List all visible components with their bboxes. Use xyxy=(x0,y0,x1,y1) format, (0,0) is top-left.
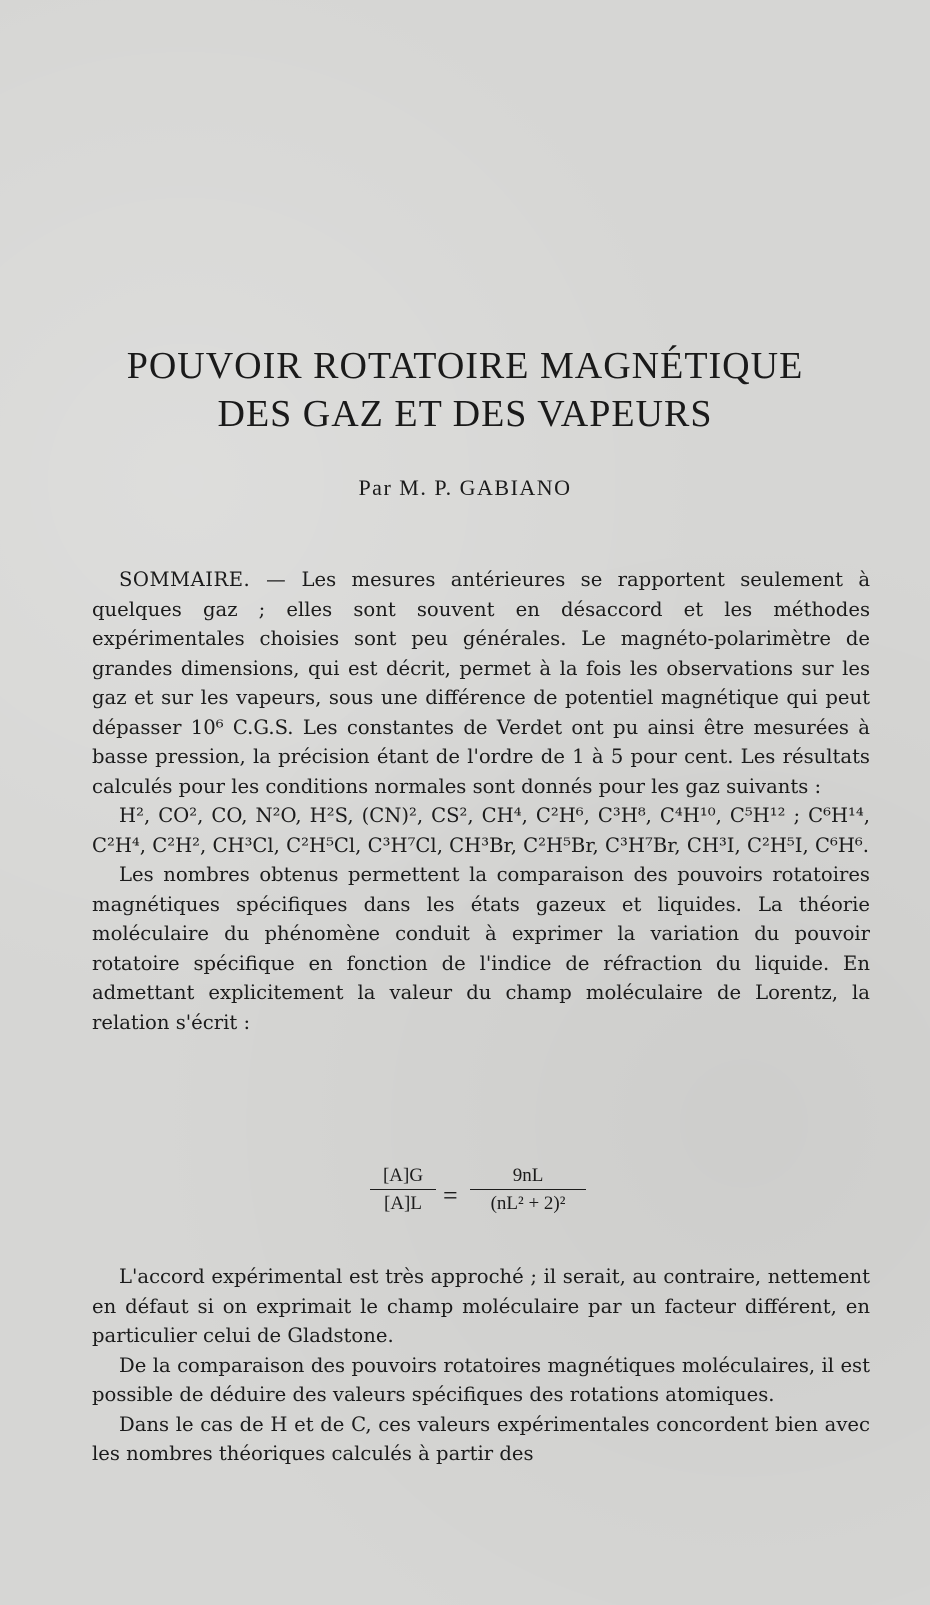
summary-block-lower xyxy=(92,1262,870,1469)
summary-paragraph-5: De la comparaison des pouvoirs rotatoires magnétiques moléculaires, il est possible de déduire des valeurs spécifiques des rotations atomiques. xyxy=(92,1353,870,1406)
equation-left-numerator: [A]G xyxy=(382,1165,424,1186)
summary-text-1: Les mesures antérieures se rapportent seulement à quelques gaz ; elles sont souvent en désaccord et les méthodes expérimentales choisies sont peu générales. Le magnéto-polarimètre de grandes dimensions, qui est décrit, permet à la fois les observations sur les gaz et sur les vapeurs, sous une différence de potentiel magnétique qui peut dépasser 10⁶ C.G.S. Les constantes de Verdet ont pu ainsi être mesurées à basse pression, la précision étant de l'ordre de 1 à 5 pour cent. Les résultats calculés pour les conditions normales sont donnés pour les gaz suivants : xyxy=(92,568,870,798)
equation-right-numerator: 9nL xyxy=(512,1165,544,1186)
equation-left-denominator: [A]L xyxy=(370,1189,436,1215)
author-line: Par M. P. GABIANO xyxy=(358,475,572,500)
summary-paragraph-6: Dans le cas de H et de C, ces valeurs expérimentales concordent bien avec les nombres théoriques calculés à partir des xyxy=(92,1412,870,1465)
equation-left-fraction xyxy=(370,1165,436,1215)
summary-paragraph-2: H², CO², CO, N²O, H²S, (CN)², CS², CH⁴, C²H⁶, C³H⁸, C⁴H¹⁰, C⁵H¹² ; C⁶H¹⁴, C²H⁴, C²H², CH³Cl, C²H⁵Cl, C³H⁷Cl, CH³Br, C²H⁵Br, C³H⁷Br, CH³I, C²H⁵I, C⁶H⁶. xyxy=(92,804,870,857)
summary-paragraph-3: Les nombres obtenus permettent la comparaison des pouvoirs rotatoires magnétiques spécifiques dans les états gazeux et liquides. La théorie moléculaire du phénomène conduit à exprimer la variation du pouvoir rotatoire spécifique en fonction de l'indice de réfraction du liquide. En admettant explicitement la valeur du champ moléculaire de Lorentz, la relation s'écrit : xyxy=(92,863,870,1034)
title-line-1: POUVOIR ROTATOIRE MAGNÉTIQUE xyxy=(126,345,804,387)
summary-block-upper xyxy=(92,565,870,1037)
summary-heading: SOMMAIRE. — xyxy=(119,568,287,591)
equation-right-fraction xyxy=(470,1165,586,1215)
article-title xyxy=(0,342,930,438)
summary-paragraph-1 xyxy=(92,565,870,801)
summary-paragraph-4: L'accord expérimental est très approché ; il serait, au contraire, nettement en défaut si on exprimait le champ moléculaire par un facteur différent, en particulier celui de Gladstone. xyxy=(92,1265,870,1347)
equation xyxy=(370,1165,590,1245)
equation-equals: = xyxy=(443,1181,458,1210)
equation-right-denominator: (nL² + 2)² xyxy=(470,1189,586,1215)
title-line-2: DES GAZ ET DES VAPEURS xyxy=(217,393,713,435)
